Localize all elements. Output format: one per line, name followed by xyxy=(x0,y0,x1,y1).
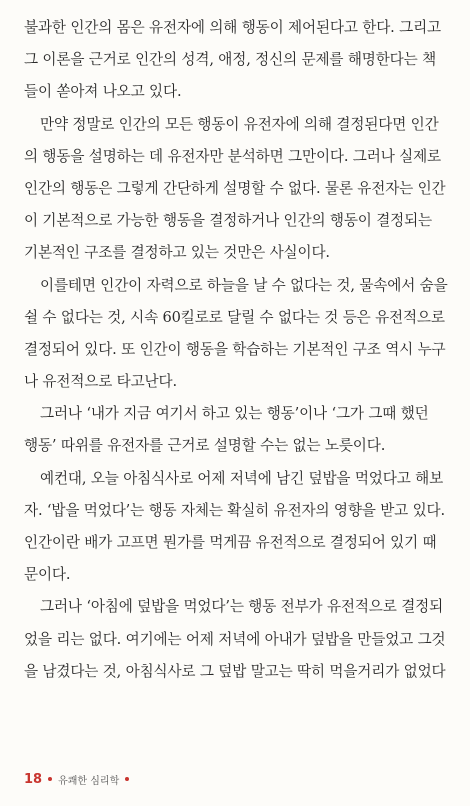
bullet-icon xyxy=(125,777,129,781)
text-line: 이 기본적으로 가능한 행동을 결정하거나 인간의 행동이 결정되는 xyxy=(24,212,433,230)
text-line: 기본적인 구조를 결정하고 있는 것만은 사실이다. xyxy=(24,244,330,262)
text-line: 인간의 행동은 그렇게 간단하게 설명할 수 없다. 물론 유전자는 인간 xyxy=(24,179,446,197)
text-line: 그러나 ‘아침에 덮밥을 먹었다’는 행동 전부가 유전적으로 결정되 xyxy=(40,598,444,616)
book-title: 유쾌한 심리학 xyxy=(58,775,120,787)
text-line: 인간이란 배가 고프면 뭔가를 먹게끔 유전적으로 결정되어 있기 때 xyxy=(24,534,437,551)
text-line: 나 유전적으로 타고난다. xyxy=(24,373,177,391)
text-line: 그러나 ‘내가 지금 여기서 하고 있는 행동’이나 ‘그가 그때 했던 xyxy=(40,405,429,423)
text-line: 을 남겼다는 것, 아침식사로 그 덮밥 말고는 딱히 먹을거리가 없었다 xyxy=(24,662,446,680)
text-line: 들이 쏟아져 나오고 있다. xyxy=(24,83,182,101)
text-line: 결정되어 있다. 또 인간이 행동을 학습하는 기본적인 구조 역시 누구 xyxy=(24,340,446,358)
text-line: 쉴 수 없다는 것, 시속 60킬로로 달릴 수 없다는 것 등은 유전적으로 xyxy=(24,308,445,326)
body-text xyxy=(24,12,458,688)
text-line: 만약 정말로 인간의 모든 행동이 유전자에 의해 결정된다면 인간 xyxy=(40,115,439,133)
text-line: 이를테면 인간이 자력으로 하늘을 날 수 없다는 것, 물속에서 숨을 xyxy=(40,276,448,294)
bullet-icon xyxy=(48,777,52,781)
page-number: 18 xyxy=(24,771,43,787)
text-line: 그 이론을 근거로 인간의 성격, 애정, 정신의 문제를 해명한다는 책 xyxy=(24,51,437,69)
text-line: 의 행동을 설명하는 데 유전자만 분석하면 그만이다. 그러나 실제로 xyxy=(24,147,441,165)
page-footer xyxy=(24,770,129,788)
text-line: 문이다. xyxy=(24,566,71,584)
text-line: 예컨대, 오늘 아침식사로 어제 저녁에 남긴 덮밥을 먹었다고 해보 xyxy=(40,469,444,487)
text-line: 자. ‘밥을 먹었다’는 행동 자체는 확실히 유전자의 영향을 받고 있다. xyxy=(24,501,445,519)
text-line: 었을 리는 없다. 여기에는 어제 저녁에 아내가 덮밥을 만들었고 그것 xyxy=(24,630,446,648)
text-line: 불과한 인간의 몸은 유전자에 의해 행동이 제어된다고 한다. 그리고 xyxy=(24,19,441,36)
text-line: 행동’ 따위를 유전자를 근거로 설명할 수는 없는 노릇이다. xyxy=(24,437,386,455)
